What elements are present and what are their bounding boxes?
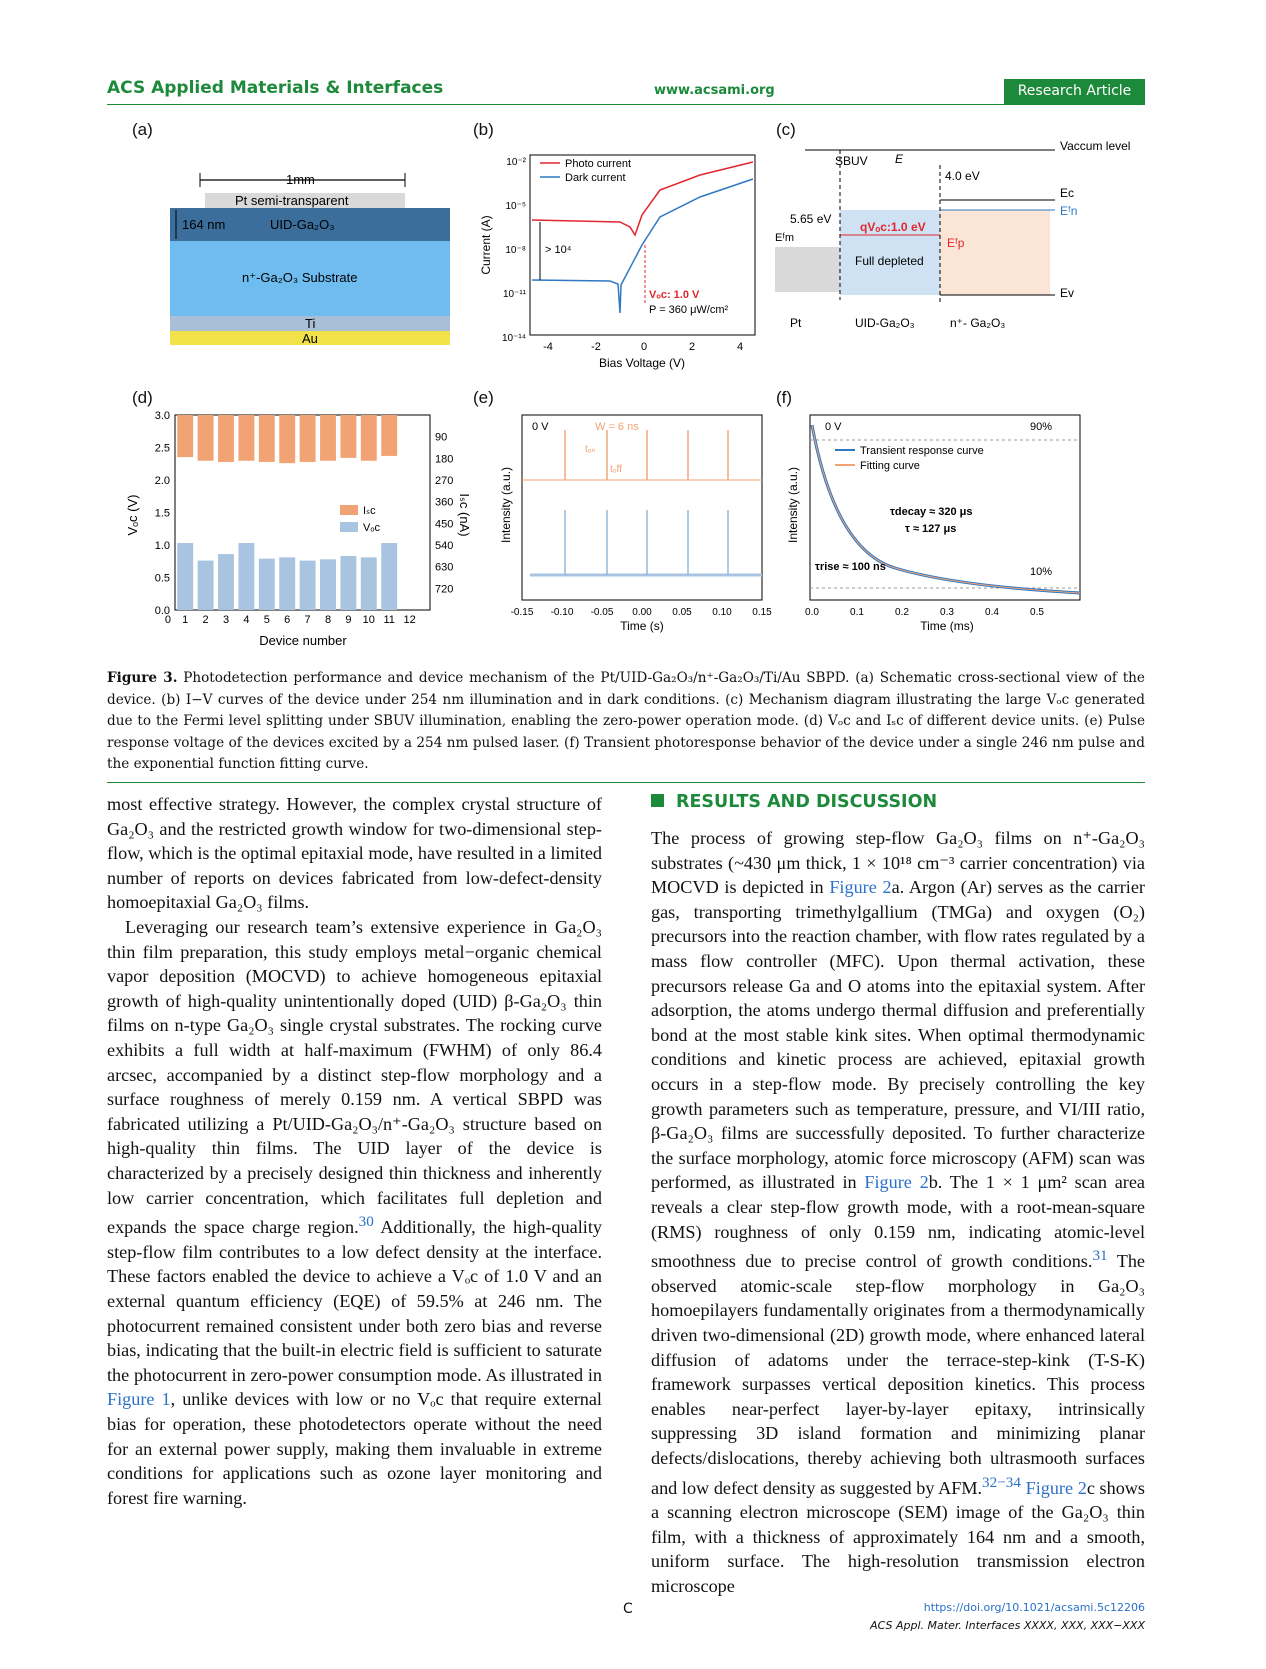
panel-label-d: (d) (132, 388, 153, 407)
page-number: C (623, 1601, 633, 1617)
n-region (940, 210, 1050, 295)
figure-link[interactable]: Figure 1 (107, 1389, 171, 1410)
figure-caption (107, 668, 1145, 776)
pulse-response-plot (470, 410, 780, 650)
x-tick-label: 11 (383, 614, 395, 626)
isc-bar (300, 415, 316, 462)
paragraph: most effective strategy. However, the complex crystal structure of Ga₂O₃ and the restricted growth window for two-dimensional step-flow, which is the optimal epitaxial mode, have resulted in a limited number of reports on devices fabricated from low-defect-density homoepitaxial Ga₂O₃ films. (107, 794, 602, 913)
level-90: 90% (1030, 421, 1053, 433)
xtick: -0.10 (550, 607, 574, 618)
legend-isc-swatch (340, 505, 358, 515)
ytick: 10⁻¹⁴ (501, 333, 526, 344)
isc-bar (198, 415, 214, 461)
region-n: n⁺- Ga₂O₃ (950, 316, 1006, 330)
thickness-label: 164 nm (182, 217, 226, 232)
voc-label: Vₒc: 1.0 V (649, 289, 700, 301)
y-tick-label: 1.5 (154, 507, 170, 520)
region-pt: Pt (790, 316, 802, 330)
panel-label-f: (f) (776, 388, 793, 407)
y2-tick-label: 90 (435, 431, 448, 444)
xtick: 0.1 (850, 607, 864, 618)
isc-bar (259, 415, 275, 462)
ref-link[interactable]: 32−34 (982, 1473, 1021, 1491)
text-run: b. The 1 × 1 μm² scan area reveals a clear step-flow growth mode, with a root-mean-square (RMS) roughness of only 0.159 nm, indicating atomic-level smoothness due to precise control of growth conditions. (651, 1172, 1145, 1272)
left-column (107, 792, 602, 1510)
right-column (651, 826, 1145, 1599)
uid-label: UID-Ga₂O₃ (270, 217, 335, 232)
voc-bar (259, 559, 275, 610)
ref-link[interactable]: 31 (1092, 1247, 1108, 1265)
figure-link[interactable]: Figure 2 (829, 877, 892, 898)
journal-url[interactable]: www.acsami.org (654, 83, 775, 98)
x-tick-label: 2 (202, 614, 209, 626)
voc-bar (300, 561, 316, 610)
y2-tick-label: 630 (435, 561, 454, 574)
xtick: 0.00 (632, 607, 652, 618)
width-label: W = 6 ns (595, 421, 639, 433)
y2-tick-label: 180 (435, 453, 454, 466)
x-tick-label: 8 (324, 614, 332, 626)
y2-tick-label: 540 (435, 540, 454, 552)
figure-link[interactable]: Figure 2 (1025, 1477, 1087, 1498)
panel-label-e: (e) (473, 388, 494, 407)
voc-bar (381, 543, 397, 610)
xtick: 4 (736, 341, 744, 353)
legend-dark: Dark current (565, 172, 626, 184)
legend-voc-swatch (340, 522, 358, 532)
xtick: 0.4 (985, 607, 999, 618)
decay-label: τdecay ≈ 320 μs (890, 506, 973, 518)
x-tick-label: 6 (284, 614, 291, 626)
voc-isc-bar-chart (125, 405, 472, 655)
efn-label: Eᶠn (1060, 204, 1078, 218)
article-type-badge: Research Article (1004, 79, 1145, 104)
ec-label: Ec (1060, 186, 1075, 200)
pulse-frame (522, 415, 762, 600)
power-label: P = 360 μW/cm² (649, 304, 729, 316)
band-diagram (775, 135, 1131, 350)
bias-label: 0 V (532, 421, 549, 433)
voc-bar (177, 543, 193, 610)
x-tick-label: 5 (263, 614, 270, 626)
vacuum-label: Vaccum level (1060, 139, 1131, 153)
text-run: The process of growing step-flow Ga₂O₃ films on n⁺-Ga₂O₃ substrates (~430 μm thick, 1 × 10¹⁸ cm⁻³ carrier concentration) via MOCVD is depicted in (651, 828, 1145, 898)
heading-square-icon (651, 794, 664, 807)
iv-curve-plot (470, 145, 770, 375)
level-10: 10% (1030, 566, 1053, 578)
text-run: Leveraging our research team’s extensive experience in Ga₂O₃ thin film preparation, this study employs metal−organic chemical vapor deposition (MOCVD) to achieve homogeneous epitaxial growth of high-quality unintentionally doped (UID) β-Ga₂O₃ thin films on n-type Ga₂O₃ single crystal substrates. The rocking curve exhibits a full width at half-maximum (FWHM) of only 86.4 arcsec, accompanied by a distinct step-flow morphology and a surface roughness of merely 0.159 nm. A vertical SBPD was fabricated utilizing a Pt/UID-Ga₂O₃/n⁺-Ga₂O₃ structure based on high-quality thin films. The UID layer of the device is characterized by a precisely designed thin thickness and inherently low carrier concentration, which facilitates full depletion and expands the space charge region. (107, 916, 602, 1238)
ytick: 10⁻² (506, 157, 526, 168)
x-tick-label: 12 (403, 614, 416, 626)
legend-transient: Transient response curve (860, 445, 984, 457)
transient-response-plot (775, 410, 1090, 650)
xtick: 0.0 (805, 607, 819, 618)
text-run: c shows a scanning electron microscope (SEM) image of the Ga₂O₃ thin film, with a thickness of approximately 164 nm and a smooth, uniform surface. The high-resolution transmission electron microscope (651, 1477, 1146, 1596)
paragraph (651, 826, 1145, 1599)
ev-label: Ev (1060, 286, 1075, 300)
sbuv-label: SBUV (835, 154, 868, 168)
isc-bar (177, 415, 193, 457)
y-axis-label: Intensity (a.u.) (499, 466, 513, 544)
substrate-label: n⁺-Ga₂O₃ Substrate (242, 270, 358, 285)
x-axis-label: Bias Voltage (V) (598, 356, 686, 370)
xtick: -2 (591, 341, 601, 353)
text-run: , unlike devices with low or no Vₒc that require external bias for operation, these photodetectors operate without the need for an external power supply, making them invaluable in extreme conditions for applications such as ozone layer monitoring and forest fire warning. (107, 1389, 602, 1508)
on-off-ratio: > 10⁴ (545, 244, 572, 256)
ytick: 10⁻⁵ (505, 201, 526, 212)
isc-bar (238, 415, 254, 461)
x-tick-label: 0 (164, 614, 171, 626)
ytick: 10⁻⁸ (505, 245, 526, 256)
xtick: 0.3 (940, 607, 954, 618)
qvoc-label: qVₒc:1.0 eV (860, 220, 926, 234)
figure-link[interactable]: Figure 2 (864, 1172, 929, 1193)
x-tick-label: 7 (304, 614, 311, 626)
y-tick-label: 2.0 (154, 475, 170, 487)
xtick: 0.10 (712, 607, 732, 618)
paragraph (107, 915, 602, 1510)
isc-bar (361, 415, 377, 461)
caption-rule (107, 782, 1145, 783)
y2-tick-label: 270 (435, 475, 454, 487)
section-heading (651, 792, 937, 812)
xtick: 0.15 (752, 607, 772, 618)
isc-bar (320, 415, 336, 461)
width-label: 1mm (286, 172, 315, 187)
x-axis-label: Time (s) (620, 619, 664, 633)
xtick: 2 (688, 341, 696, 353)
panel-label-a: (a) (132, 120, 153, 139)
text-run: The observed atomic-scale step-flow morphology in Ga₂O₃ homoepilayers fundamentally originates from a thermodynamically driven two-dimensional (2D) growth mode, where enhanced lateral diffusion of adatoms under the terrace-step-kink (T-S-K) framework surpasses vertical deposition kinetics. This process enables near-perfect layer-by-layer epitaxy, intrinsically suppressing 3D island formation and minimizing planar defects/dislocations, thereby achieving both ultrasmooth surfaces and low defect density as suggested by AFM. (651, 1251, 1145, 1498)
y-tick-label: 0.5 (154, 572, 170, 585)
ref-link[interactable]: 30 (358, 1213, 374, 1231)
work-function-label: 4.0 eV (945, 169, 980, 183)
voc-bar (361, 557, 377, 610)
pt-label: Pt semi-transparent (235, 193, 349, 208)
voc-bar (218, 554, 234, 610)
x-tick-label: 10 (362, 614, 375, 626)
tau-label: τ ≈ 127 μs (905, 523, 957, 535)
x-axis-label: Device number (259, 633, 347, 648)
header-rule (107, 104, 1145, 105)
xtick: 0.2 (895, 607, 909, 618)
ton-label: tₒₙ (585, 444, 596, 455)
voc-bar (340, 556, 356, 610)
x-tick-label: 3 (222, 614, 230, 626)
x-axis-label: Time (ms) (920, 619, 974, 633)
pt-metal-region (775, 247, 840, 292)
x-tick-label: 9 (345, 614, 352, 626)
isc-bar (340, 415, 356, 458)
region-uid: UID-Ga₂O₃ (855, 316, 915, 330)
au-label: Au (302, 331, 318, 346)
depleted-label: Full depleted (855, 254, 924, 268)
voc-bar (320, 559, 336, 610)
legend-isc-text: Iₛc (363, 505, 376, 517)
ytick: 10⁻¹¹ (502, 289, 526, 300)
legend-fitting: Fitting curve (860, 460, 920, 472)
device-schematic (160, 150, 450, 345)
y-axis-label: Vₒc (V) (125, 494, 140, 536)
efp-label: Eᶠp (947, 236, 965, 250)
y2-axis-label: Iₛc (nA) (457, 493, 472, 537)
caption-label: Figure 3. (107, 670, 178, 686)
citation: ACS Appl. Mater. Interfaces XXXX, XXX, XXX−XXX (870, 1619, 1145, 1632)
voc-bar (198, 561, 214, 610)
text-run: Additionally, the high-quality step-flow film contributes to a low defect density at the interface. These factors enabled the device to achieve a Vₒc of 1.0 V and an external quantum efficiency (EQE) of 59.5% at 246 nm. The photocurrent remained consistent under both zero bias and reverse bias, indicating that the built-in electric field is sufficient to saturate the photocurrent in zero-power consumption mode. As illustrated in (107, 1217, 602, 1385)
bias-label: 0 V (825, 421, 842, 433)
efm-label: Eᶠm (775, 232, 795, 244)
barrier-label: 5.65 eV (790, 212, 832, 226)
journal-title: ACS Applied Materials & Interfaces (107, 78, 444, 98)
text-run: a. Argon (Ar) serves as the carrier gas, transporting trimethylgallium (TMGa) and oxygen (O₂) precursors into the reaction chamber, with flow rates regulated by a mass flow controller (MFC). Upon thermal activation, these precursors release Ga and O atoms into the epitaxial system. After adsorption, the atoms undergo thermal diffusion and preferentially bond at the most stable kink sites. When optimal thermodynamic conditions and kinetic process are achieved, epitaxial growth occurs in a step-flow mode. By precisely controlling the key growth parameters such as temperature, pressure, and VI/III ratio, β-Ga₂O₃ films are successfully deposited. To further characterize the surface morphology, atomic force microscopy (AFM) scan was performed, as illustrated in (651, 877, 1145, 1193)
toff-label: tₒff (610, 464, 622, 475)
caption-text: Photodetection performance and device mechanism of the Pt/UID-Ga₂O₃/n⁺-Ga₂O₃/Ti/Au SBPD. (a) Schematic cross-sectional view of the device. (b) I−V curves of the device under 254 nm illumination and in dark conditions. (c) Mechanism diagram illustrating the large Vₒc generated due to the Fermi level splitting under SBUV illumination, enabling the zero-power operation mode. (d) Vₒc and Iₛc of different device units. (e) Pulse response voltage of the devices excited by a 254 nm pulsed laser. (f) Transient photoresponse behavior of the device under a single 246 nm pulse and the exponential function fitting curve. (107, 670, 1145, 772)
isc-bar (279, 415, 295, 463)
legend-photo: Photo current (565, 158, 632, 170)
xtick: -0.15 (510, 607, 534, 618)
xtick: 0.05 (672, 607, 692, 618)
heading-text: RESULTS AND DISCUSSION (676, 792, 938, 812)
isc-bar (218, 415, 234, 462)
y2-tick-label: 360 (435, 496, 454, 509)
y-axis-label: Intensity (a.u.) (786, 466, 800, 544)
voc-bar (279, 557, 295, 610)
rise-label: τrise ≈ 100 ns (815, 561, 886, 573)
y2-tick-label: 450 (435, 518, 454, 531)
xtick: -4 (543, 341, 553, 353)
y-tick-label: 0.0 (154, 605, 170, 617)
voc-bar (238, 543, 254, 610)
xtick: 0.5 (1030, 607, 1044, 618)
xtick: 0 (640, 341, 648, 353)
xtick: -0.05 (590, 607, 614, 618)
isc-bar (381, 415, 397, 456)
panel-label-c: (c) (776, 120, 796, 139)
y2-tick-label: 720 (435, 583, 454, 596)
x-tick-label: 1 (182, 614, 189, 626)
doi-link[interactable]: https://doi.org/10.1021/acsami.5c12206 (923, 1601, 1145, 1614)
legend-voc-text: Vₒc (363, 522, 380, 534)
panel-label-b: (b) (473, 120, 494, 139)
y-tick-label: 1.0 (154, 540, 170, 552)
y-tick-label: 3.0 (154, 410, 170, 422)
efield-label: E (895, 152, 904, 166)
x-tick-label: 4 (243, 614, 250, 626)
y-axis-label: Current (A) (479, 215, 493, 275)
y-tick-label: 2.5 (154, 442, 170, 455)
ti-label: Ti (305, 316, 316, 331)
